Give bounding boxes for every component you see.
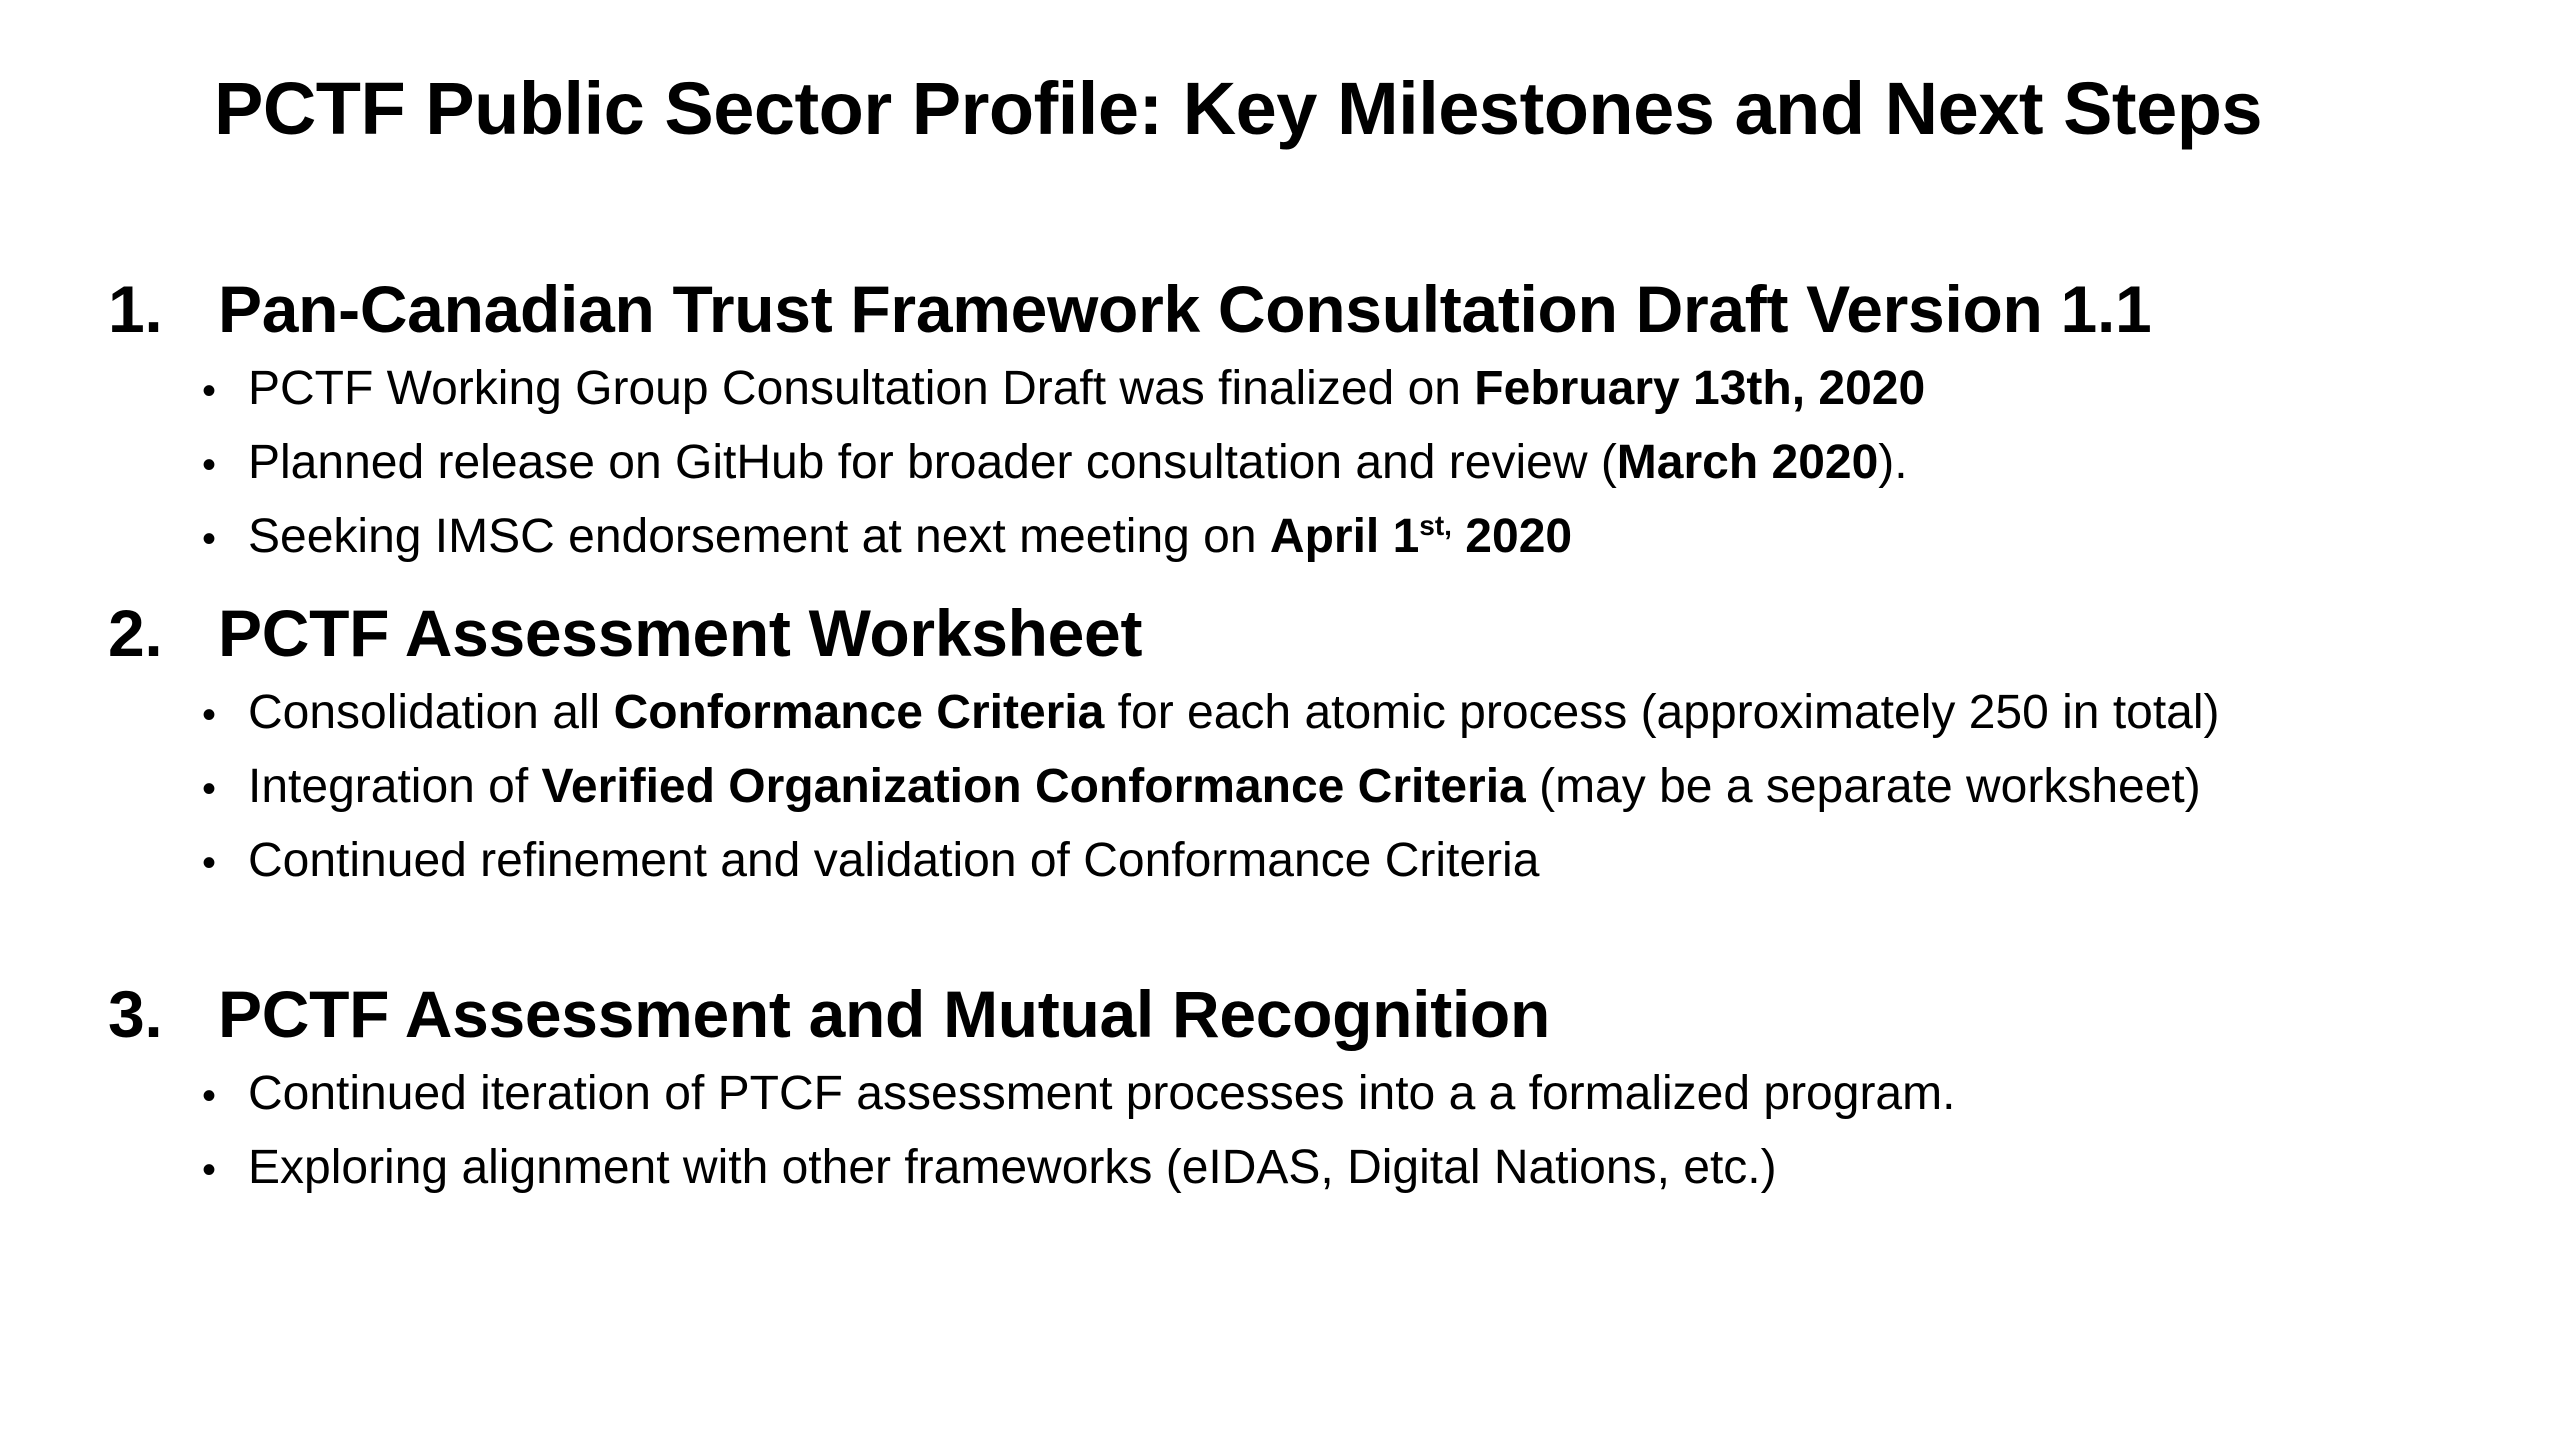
section-heading-text: PCTF Assessment Worksheet	[218, 596, 1143, 670]
section-2	[108, 594, 2508, 899]
bullet-text-plain: for each atomic process (approximately 250 in total)	[1104, 686, 2220, 740]
bullet-text-plain: Consolidation all	[248, 686, 614, 740]
bullet-icon: •	[202, 841, 217, 886]
section-heading	[108, 975, 2508, 1054]
bullet-text-bold: Verified Organization Conformance Criteria	[541, 760, 1526, 814]
bullet-text-bold: April 1	[1269, 510, 1420, 564]
bullet-text	[248, 677, 2220, 749]
section-heading	[108, 594, 2508, 673]
bullet-text-plain: Planned release on GitHub for broader consultation and review (	[248, 436, 1617, 490]
bullet-text-superscript: st,	[1419, 510, 1452, 542]
bullet-text	[248, 353, 1925, 425]
bullet-icon: •	[202, 517, 217, 562]
bullet-text-plain: (may be a separate worksheet)	[1525, 760, 2201, 814]
section-number: 1.	[108, 272, 163, 346]
bullet-icon: •	[202, 767, 217, 812]
slide-title: PCTF Public Sector Profile: Key Milestones and Next Steps	[214, 67, 2263, 150]
bullet-text	[248, 825, 1539, 897]
list-item	[202, 751, 2508, 825]
bullet-list	[202, 1058, 2508, 1206]
bullet-text-plain: Exploring alignment with other frameworks (eIDAS, Digital Nations, etc.)	[248, 1141, 1777, 1195]
bullet-text	[248, 427, 1908, 499]
bullet-text-plain: PCTF Working Group Consultation Draft was finalized on	[248, 362, 1475, 416]
bullet-text-bold: February 13th, 2020	[1474, 362, 1926, 416]
bullet-icon: •	[202, 443, 217, 488]
section-3	[108, 975, 2508, 1206]
bullet-icon: •	[202, 1074, 217, 1119]
bullet-text	[248, 1132, 1777, 1204]
bullet-text	[248, 751, 2201, 823]
list-item	[202, 1132, 2508, 1206]
bullet-text-plain: Integration of	[248, 760, 542, 814]
bullet-list	[202, 677, 2508, 899]
list-item	[202, 427, 2508, 501]
list-item	[202, 1058, 2508, 1132]
list-item	[202, 501, 2508, 575]
section-heading	[108, 270, 2508, 349]
list-item	[202, 353, 2508, 427]
section-number: 2.	[108, 596, 163, 670]
bullet-text	[248, 501, 1572, 573]
bullet-icon: •	[202, 369, 217, 414]
bullet-text-plain: ).	[1878, 436, 1908, 490]
section-heading-text: PCTF Assessment and Mutual Recognition	[218, 977, 1550, 1051]
bullet-text-bold: Conformance Criteria	[613, 686, 1105, 740]
bullet-text-bold: 2020	[1451, 510, 1573, 564]
bullet-text-bold: March 2020	[1616, 436, 1879, 490]
list-item	[202, 825, 2508, 899]
bullet-text-plain: Continued iteration of PTCF assessment processes into a a formalized program.	[248, 1067, 1956, 1121]
section-heading-text: Pan-Canadian Trust Framework Consultation Draft Version 1.1	[218, 272, 2152, 346]
bullet-list	[202, 353, 2508, 575]
bullet-text-plain: Continued refinement and validation of Conformance Criteria	[248, 834, 1540, 888]
bullet-text	[248, 1058, 1955, 1130]
bullet-icon: •	[202, 1148, 217, 1193]
section-1	[108, 270, 2508, 575]
list-item	[202, 677, 2508, 751]
bullet-text-plain: Seeking IMSC endorsement at next meeting on	[248, 510, 1270, 564]
bullet-icon: •	[202, 693, 217, 738]
section-number: 3.	[108, 977, 163, 1051]
